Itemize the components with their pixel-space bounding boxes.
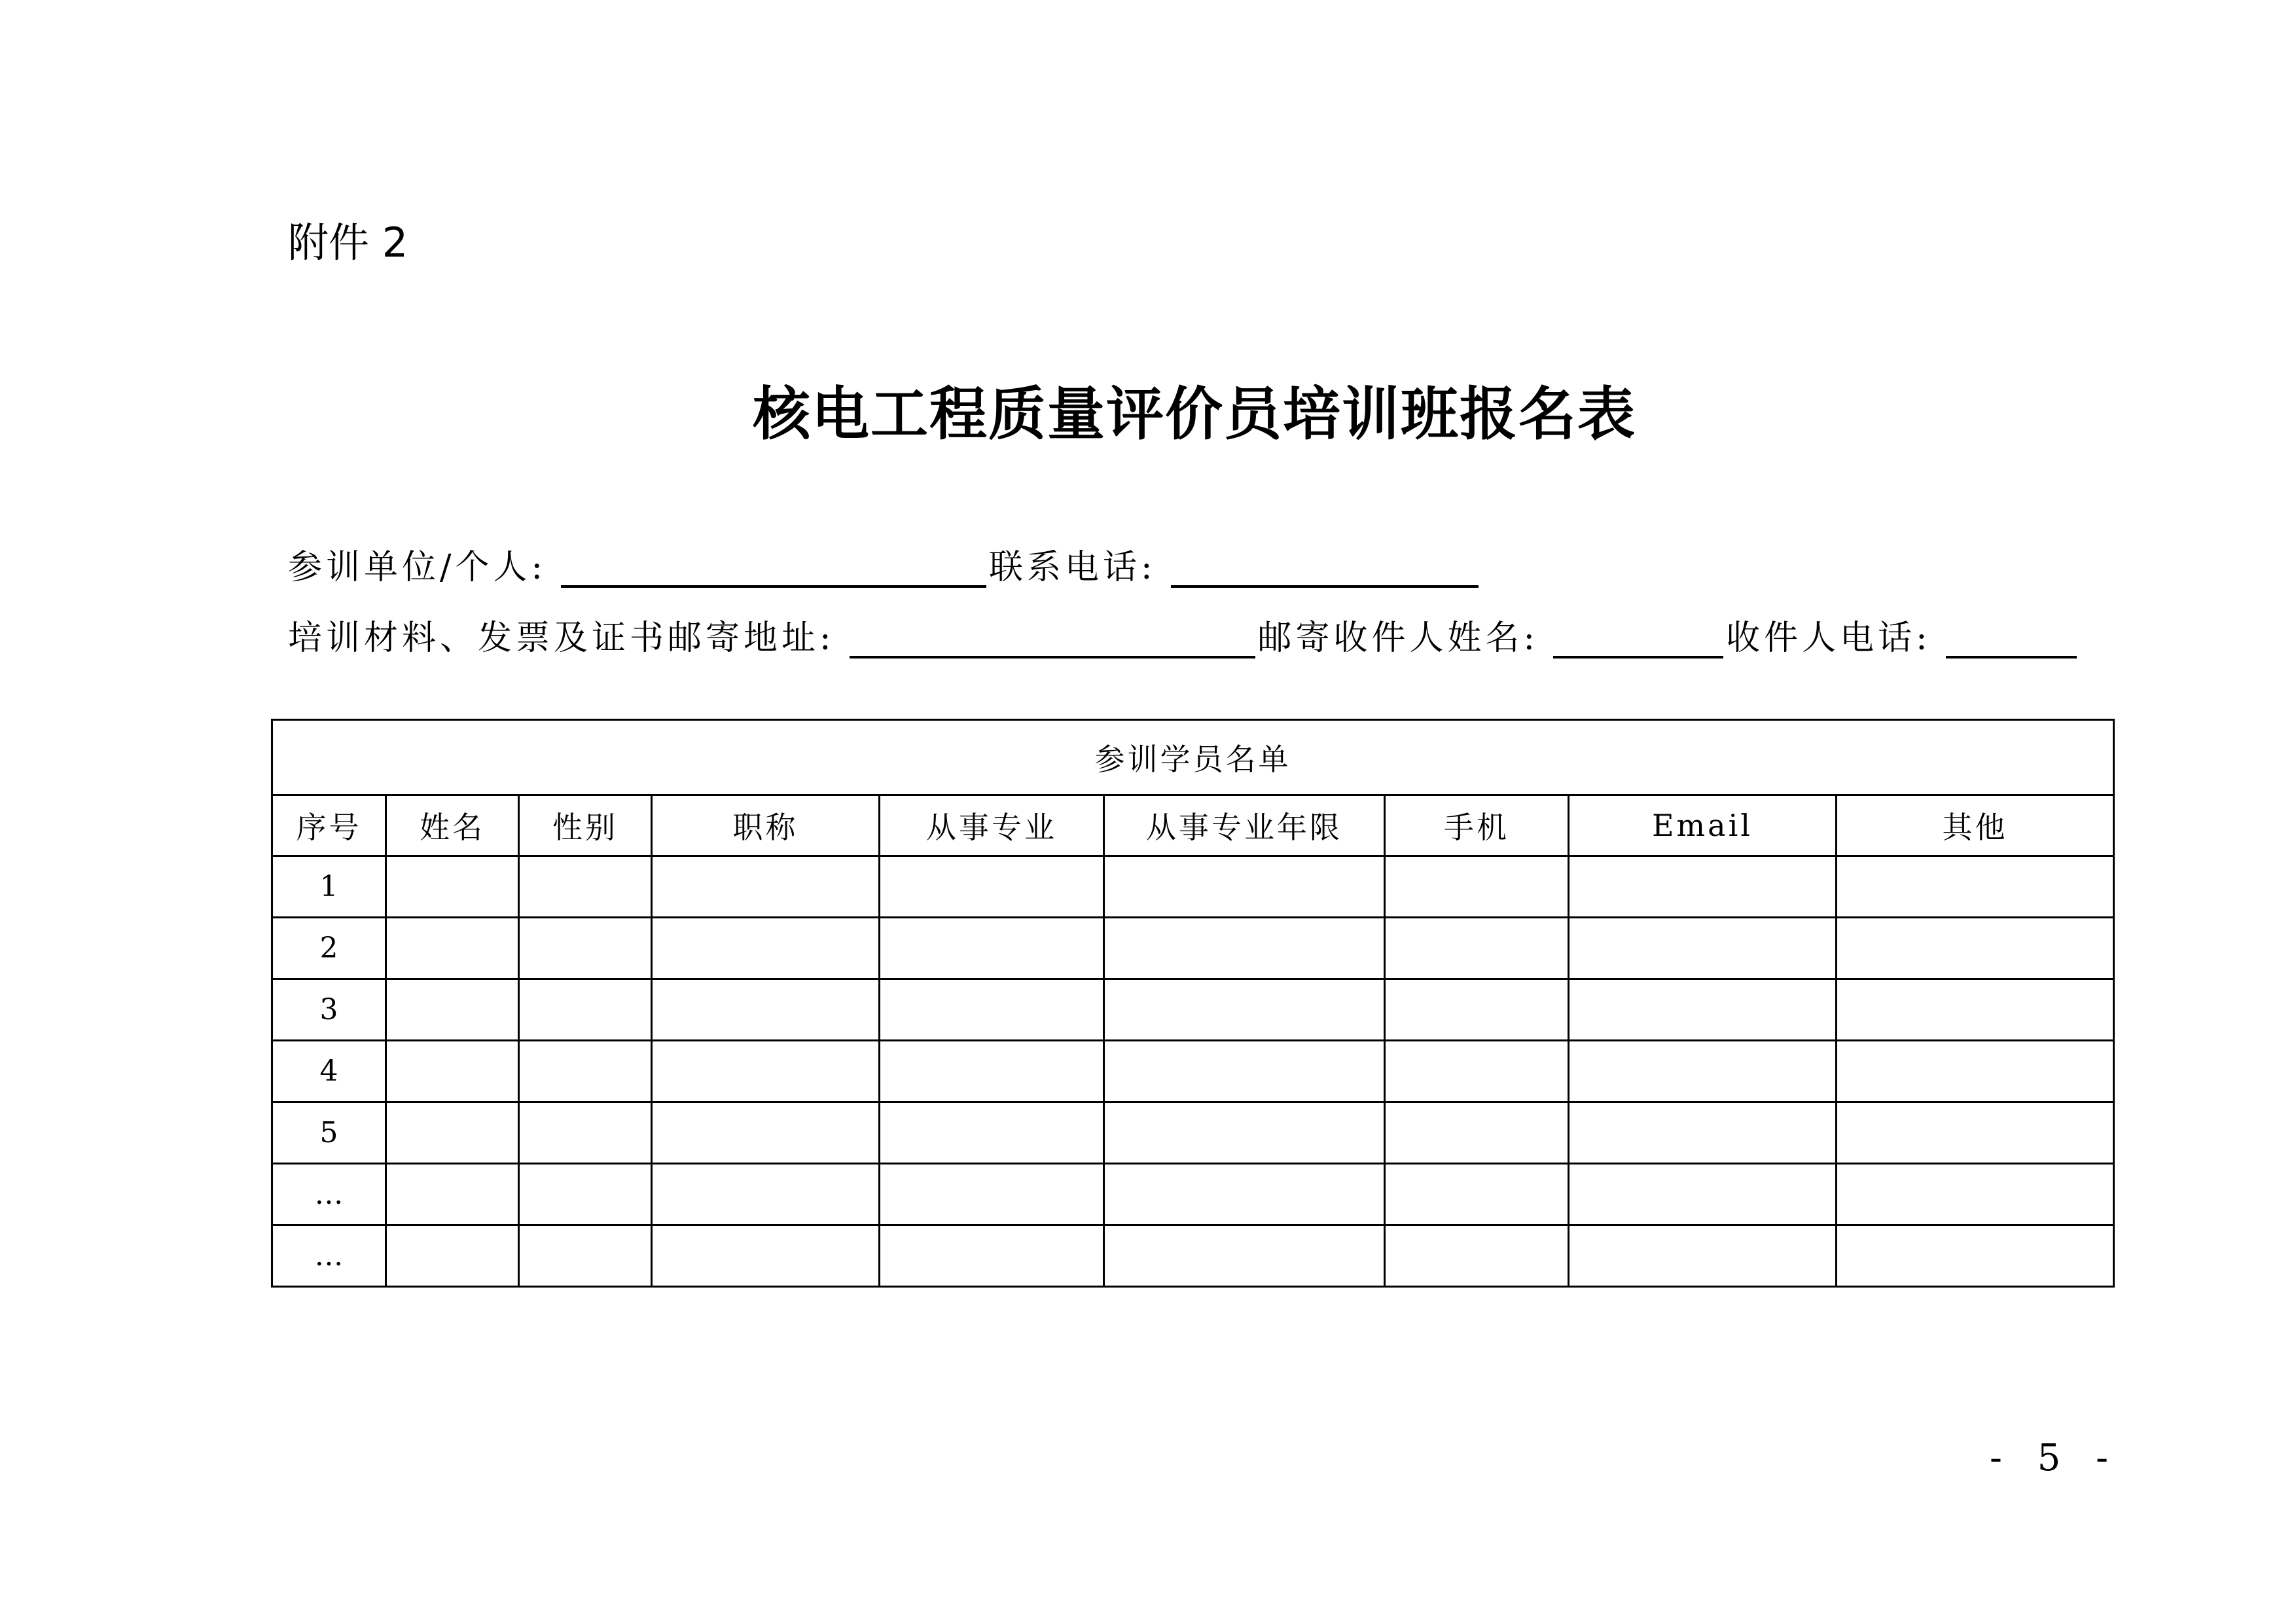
header-other: 其他 [1837, 795, 2114, 856]
cell-gender[interactable] [519, 856, 652, 918]
attachment-label: 附件 2 [288, 219, 408, 266]
cell-email[interactable] [1569, 918, 1837, 979]
cell-specialty[interactable] [880, 918, 1104, 979]
table-row [272, 1225, 2114, 1287]
cell-years[interactable] [1104, 1041, 1385, 1102]
table-row [272, 1102, 2114, 1164]
cell-title[interactable] [652, 918, 880, 979]
recipient-name-blank-field[interactable] [1553, 618, 1723, 659]
cell-title[interactable] [652, 1164, 880, 1225]
cell-name[interactable] [386, 856, 519, 918]
page-number: - 5 - [1990, 1437, 2121, 1479]
cell-title[interactable] [652, 1041, 880, 1102]
cell-years[interactable] [1104, 1225, 1385, 1287]
cell-name[interactable] [386, 1102, 519, 1164]
header-index: 序号 [272, 795, 386, 856]
unit-blank-field[interactable] [561, 547, 986, 588]
header-years: 从事专业年限 [1104, 795, 1385, 856]
cell-specialty[interactable] [880, 1102, 1104, 1164]
table-caption: 参训学员名单 [272, 720, 2114, 795]
cell-email[interactable] [1569, 1102, 1837, 1164]
cell-gender[interactable] [519, 979, 652, 1041]
cell-mobile[interactable] [1385, 1164, 1569, 1225]
cell-specialty[interactable] [880, 1041, 1104, 1102]
recipient-phone-blank-field[interactable] [1946, 618, 2077, 659]
header-specialty: 从事专业 [880, 795, 1104, 856]
cell-gender[interactable] [519, 1102, 652, 1164]
recipient-phone-label: 收件人电话: [1726, 618, 1931, 658]
cell-name[interactable] [386, 1041, 519, 1102]
cell-index: 5 [272, 1102, 386, 1164]
cell-other[interactable] [1837, 918, 2114, 979]
cell-mobile[interactable] [1385, 979, 1569, 1041]
cell-other[interactable] [1837, 1225, 2114, 1287]
cell-mobile[interactable] [1385, 1102, 1569, 1164]
cell-years[interactable] [1104, 979, 1385, 1041]
unit-label: 参训单位/个人: [288, 547, 547, 587]
cell-index: 1 [272, 856, 386, 918]
phone-blank-field[interactable] [1171, 547, 1479, 588]
cell-mobile[interactable] [1385, 856, 1569, 918]
cell-years[interactable] [1104, 918, 1385, 979]
header-title: 职称 [652, 795, 880, 856]
cell-other[interactable] [1837, 1102, 2114, 1164]
recipient-name-label: 邮寄收件人姓名: [1257, 618, 1539, 658]
header-mobile: 手机 [1385, 795, 1569, 856]
cell-email[interactable] [1569, 856, 1837, 918]
cell-specialty[interactable] [880, 1164, 1104, 1225]
table-row [272, 979, 2114, 1041]
cell-other[interactable] [1837, 856, 2114, 918]
cell-index: 4 [272, 1041, 386, 1102]
roster-body [272, 856, 2114, 1287]
cell-title[interactable] [652, 979, 880, 1041]
cell-name[interactable] [386, 1225, 519, 1287]
table-row [272, 918, 2114, 979]
cell-index: 2 [272, 918, 386, 979]
cell-other[interactable] [1837, 1164, 2114, 1225]
cell-other[interactable] [1837, 1041, 2114, 1102]
cell-title[interactable] [652, 1102, 880, 1164]
header-email: Email [1569, 795, 1837, 856]
header-gender: 性别 [519, 795, 652, 856]
cell-email[interactable] [1569, 979, 1837, 1041]
cell-email[interactable] [1569, 1041, 1837, 1102]
cell-email[interactable] [1569, 1225, 1837, 1287]
form-line-unit-phone [288, 535, 1481, 588]
cell-years[interactable] [1104, 856, 1385, 918]
cell-specialty[interactable] [880, 979, 1104, 1041]
cell-gender[interactable] [519, 1225, 652, 1287]
cell-mobile[interactable] [1385, 918, 1569, 979]
cell-title[interactable] [652, 856, 880, 918]
form-line-mailing [288, 606, 2079, 659]
cell-specialty[interactable] [880, 1225, 1104, 1287]
document-title: 核电工程质量评价员培训班报名表 [752, 380, 1636, 448]
cell-other[interactable] [1837, 979, 2114, 1041]
address-blank-field[interactable] [850, 618, 1255, 659]
cell-name[interactable] [386, 979, 519, 1041]
cell-gender[interactable] [519, 1041, 652, 1102]
phone-label: 联系电话: [989, 547, 1157, 587]
cell-years[interactable] [1104, 1164, 1385, 1225]
header-name: 姓名 [386, 795, 519, 856]
address-label: 培训材料、发票及证书邮寄地址: [288, 618, 835, 658]
cell-mobile[interactable] [1385, 1225, 1569, 1287]
cell-mobile[interactable] [1385, 1041, 1569, 1102]
trainee-roster-table [271, 719, 2115, 1288]
cell-name[interactable] [386, 1164, 519, 1225]
cell-specialty[interactable] [880, 856, 1104, 918]
table-row [272, 1041, 2114, 1102]
table-row [272, 856, 2114, 918]
cell-gender[interactable] [519, 918, 652, 979]
cell-index: 3 [272, 979, 386, 1041]
cell-email[interactable] [1569, 1164, 1837, 1225]
cell-years[interactable] [1104, 1102, 1385, 1164]
cell-name[interactable] [386, 918, 519, 979]
cell-index: … [272, 1225, 386, 1287]
cell-gender[interactable] [519, 1164, 652, 1225]
cell-title[interactable] [652, 1225, 880, 1287]
cell-index: … [272, 1164, 386, 1225]
table-row [272, 1164, 2114, 1225]
